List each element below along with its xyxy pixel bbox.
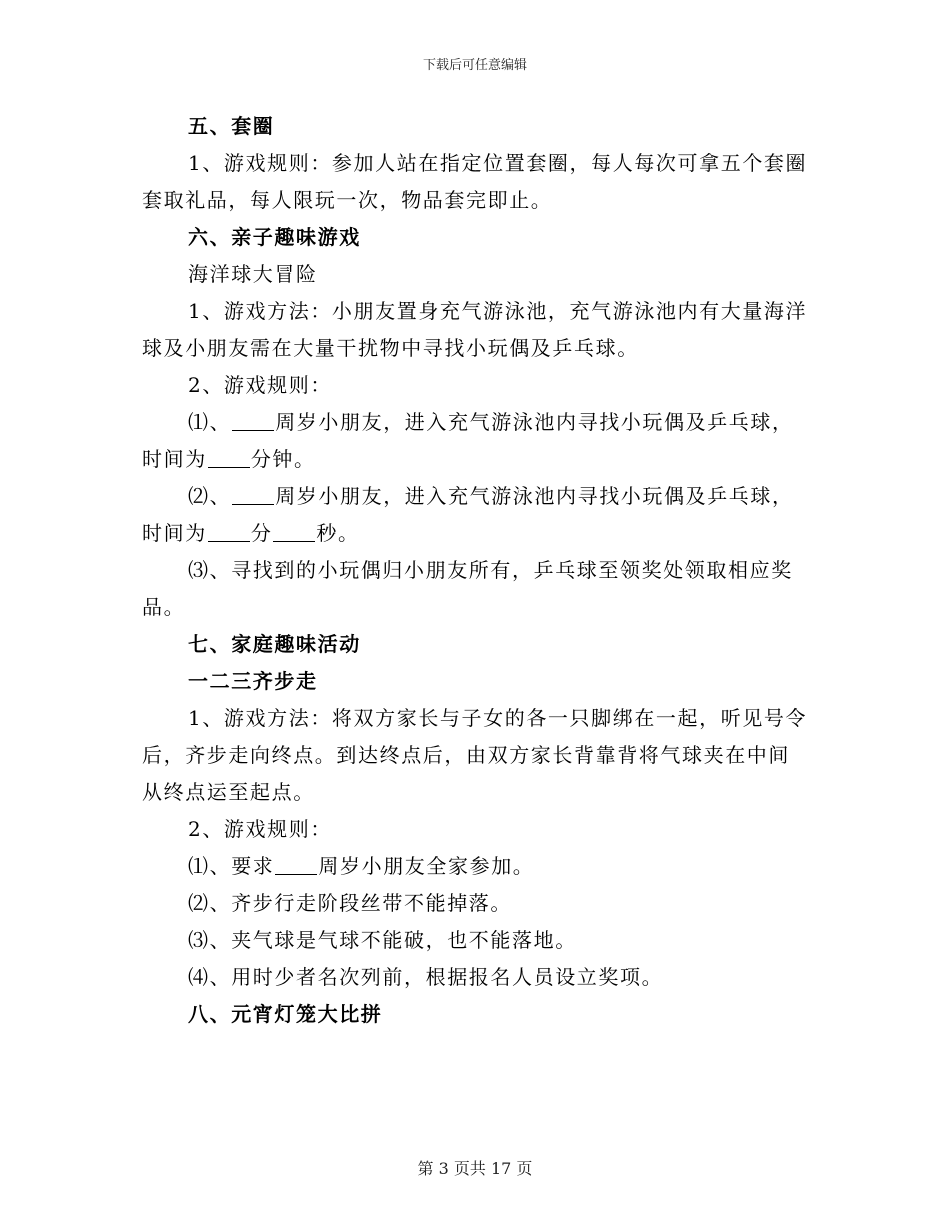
section-heading: 六、亲子趣味游戏 <box>188 225 361 249</box>
paragraph-line: 时间为 分钟。 <box>142 447 316 471</box>
paragraph-line: 后，齐步走向终点。到达终点后，由双方家长背靠背将气球夹在中间 <box>142 743 790 767</box>
paragraph-line: 套取礼品，每人限玩一次，物品套完即止。 <box>142 188 553 212</box>
paragraph-line: ⑵、齐步行走阶段丝带不能掉落。 <box>188 891 512 915</box>
paragraph-line: ⑶、夹气球是气球不能破，也不能落地。 <box>188 928 577 952</box>
paragraph-line: ⑶、寻找到的小玩偶归小朋友所有，乒乓球至领奖处领取相应奖 <box>188 558 793 582</box>
paragraph-line: 海洋球大冒险 <box>188 262 318 286</box>
paragraph-line: ⑵、 周岁小朋友，进入充气游泳池内寻找小玩偶及乒乓球， <box>188 484 794 508</box>
fill-in-blank <box>208 523 250 542</box>
page-number: 第 3 页共 17 页 <box>417 1159 533 1178</box>
page-header: 下载后可任意编辑 <box>422 58 527 73</box>
paragraph-line: 2、游戏规则： <box>188 373 332 397</box>
fill-in-blank <box>273 523 315 542</box>
fill-in-blank <box>208 449 250 468</box>
paragraph-line: ⑴、 周岁小朋友，进入充气游泳池内寻找小玩偶及乒乓球， <box>188 410 794 434</box>
paragraph-line: 1、游戏方法：小朋友置身充气游泳池，充气游泳池内有大量海洋 <box>188 299 808 323</box>
section-heading: 一二三齐步走 <box>188 669 318 693</box>
paragraph-line: 时间为 分 秒。 <box>142 521 360 545</box>
paragraph-line: ⑷、用时少者名次列前，根据报名人员设立奖项。 <box>188 965 664 989</box>
paragraph-line: 品。 <box>142 595 186 619</box>
section-heading: 八、元宵灯笼大比拼 <box>188 1002 383 1026</box>
paragraph-line: 球及小朋友需在大量干扰物中寻找小玩偶及乒乓球。 <box>142 336 639 360</box>
paragraph-line: 1、游戏规则：参加人站在指定位置套圈，每人每次可拿五个套圈 <box>188 151 808 175</box>
fill-in-blank <box>275 856 317 875</box>
fill-in-blank <box>232 486 274 505</box>
paragraph-line: 从终点运至起点。 <box>142 780 315 804</box>
paragraph-line: ⑴、要求 周岁小朋友全家参加。 <box>188 854 535 878</box>
paragraph-line: 1、游戏方法：将双方家长与子女的各一只脚绑在一起，听见号令 <box>188 706 808 730</box>
paragraph-line: 2、游戏规则： <box>188 817 332 841</box>
section-heading: 五、套圈 <box>188 114 275 138</box>
fill-in-blank <box>232 412 274 431</box>
section-heading: 七、家庭趣味活动 <box>188 632 361 656</box>
document-body <box>142 108 812 1033</box>
